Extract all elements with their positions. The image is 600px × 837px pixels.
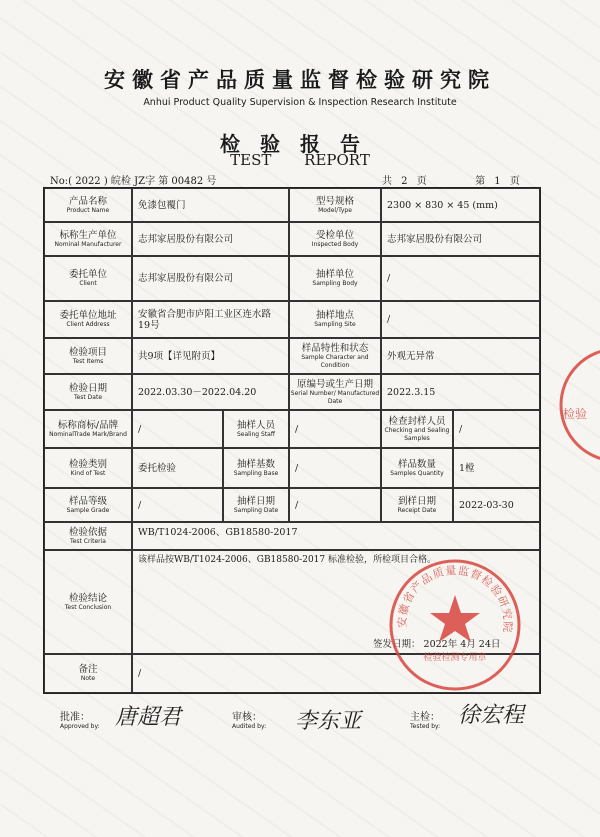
- client-address-value: 安徽省合肥市庐阳工业区连水路19号: [132, 301, 289, 338]
- sampling-body-value: /: [381, 256, 540, 301]
- product-name-value: 免漆包覆门: [132, 188, 289, 222]
- test-criteria-label: 检验依据 Test Criteria: [44, 522, 132, 550]
- conclusion-label: 检验结论 Test Conclusion: [44, 550, 132, 654]
- manufacturer-label: 标称生产单位 Nominal Manufacturer: [44, 222, 132, 256]
- serial-number-label: 原编号或生产日期 Serial Number/ Manufactured Date: [289, 374, 381, 410]
- audited-block: [232, 708, 266, 730]
- kind-of-test-value: 委托检验: [132, 448, 223, 488]
- model-label: 型号规格 Model/Type: [289, 188, 381, 222]
- sample-quantity-value: 1樘: [453, 448, 540, 488]
- approved-label-en: Approved by:: [60, 723, 100, 730]
- report-title-en: TEST REPORT: [230, 151, 370, 169]
- trademark-value: /: [132, 410, 223, 448]
- sampling-date-label: 抽样日期 Sampling Date: [223, 488, 289, 522]
- conclusion-text: 该样品按WB/T1024-2006、GB18580-2017 标准检验，所检项目合格。: [138, 555, 436, 565]
- test-criteria-value: WB/T1024-2006、GB18580-2017: [132, 522, 540, 550]
- tested-signature: 徐宏程: [458, 703, 525, 728]
- note-label: 备注 Note: [44, 654, 132, 693]
- sample-character-value: 外观无异常: [381, 338, 540, 374]
- receipt-date-label: 到样日期 Receipt Date: [381, 488, 453, 522]
- sample-character-label: 样品特性和状态 Sample Character and Condition: [289, 338, 381, 374]
- sample-grade-label: 样品等级 Sample Grade: [44, 488, 132, 522]
- note-value: /: [132, 654, 540, 693]
- sample-quantity-label: 样品数量 Samples Quantity: [381, 448, 453, 488]
- audited-label: 审核：: [232, 712, 262, 723]
- test-date-value: 2022.03.30－2022.04.20: [132, 374, 289, 410]
- model-value: 2300 × 830 × 45 (mm): [381, 188, 540, 222]
- star-icon: [430, 595, 480, 642]
- checking-sealing-label: 检查封样人员 Checking and Sealing Samples: [381, 410, 453, 448]
- stamp-arc-text: 安徽省产品质量监督检验研究院: [395, 563, 515, 634]
- checking-sealing-value: /: [453, 410, 540, 448]
- stamp-sub-text: 检验检测专用章: [423, 653, 487, 663]
- trademark-label: 标称商标/品牌 NominalTrade Mark/Brand: [44, 410, 132, 448]
- tested-label: 主检：: [410, 712, 440, 723]
- sample-grade-value: /: [132, 488, 223, 522]
- approved-label: 批准：: [60, 712, 90, 723]
- page-current: 第 1 页: [475, 176, 520, 187]
- receipt-date-value: 2022-03-30: [453, 488, 540, 522]
- side-seal-stamp: [555, 340, 600, 470]
- sampling-site-value: /: [381, 301, 540, 338]
- sampling-site-label: 抽样地点 Sampling Site: [289, 301, 381, 338]
- sampling-base-value: /: [289, 448, 381, 488]
- inspection-seal-stamp: [385, 555, 525, 695]
- client-value: 志邦家居股份有限公司: [132, 256, 289, 301]
- institute-name-cn: 安徽省产品质量监督检验研究院: [104, 68, 496, 92]
- side-stamp-text: 检验: [563, 407, 588, 421]
- inspected-body-label: 受检单位 Inspected Body: [289, 222, 381, 256]
- inspected-body-value: 志邦家居股份有限公司: [381, 222, 540, 256]
- kind-of-test-label: 检验类别 Kind of Test: [44, 448, 132, 488]
- institute-name-en: Anhui Product Quality Supervision & Inspection Research Institute: [143, 97, 457, 108]
- audited-label-en: Audited by:: [232, 723, 267, 730]
- pages-total: 共 2 页: [382, 176, 427, 187]
- approved-block: [60, 708, 100, 730]
- issue-date: 签发日期： 2022年 4月 24日: [373, 639, 501, 650]
- sealing-staff-label: 抽样人员 Sealing Staff: [223, 410, 289, 448]
- sampling-date-value: /: [289, 488, 381, 522]
- serial-number-value: 2022.3.15: [381, 374, 540, 410]
- test-date-label: 检验日期 Test Date: [44, 374, 132, 410]
- approved-signature: 唐超君: [115, 705, 182, 730]
- sealing-staff-value: /: [289, 410, 381, 448]
- report-number: No:( 2022 ) 皖检 JZ字 第 00482 号: [50, 176, 217, 187]
- tested-label-en: Tested by:: [410, 723, 441, 730]
- sampling-body-label: 抽样单位 Sampling Body: [289, 256, 381, 301]
- manufacturer-value: 志邦家居股份有限公司: [132, 222, 289, 256]
- audited-signature: 李东亚: [295, 709, 362, 734]
- page-indicator: [382, 172, 520, 187]
- client-label: 委托单位 Client: [44, 256, 132, 301]
- product-name-label: 产品名称 Product Name: [44, 188, 132, 222]
- client-address-label: 委托单位地址 Client Address: [44, 301, 132, 338]
- test-items-label: 检验项目 Test Items: [44, 338, 132, 374]
- report-title-cn: 检验报告: [220, 132, 380, 156]
- test-items-value: 共9项【详见附页】: [132, 338, 289, 374]
- tested-block: [410, 708, 440, 730]
- sampling-base-label: 抽样基数 Sampling Base: [223, 448, 289, 488]
